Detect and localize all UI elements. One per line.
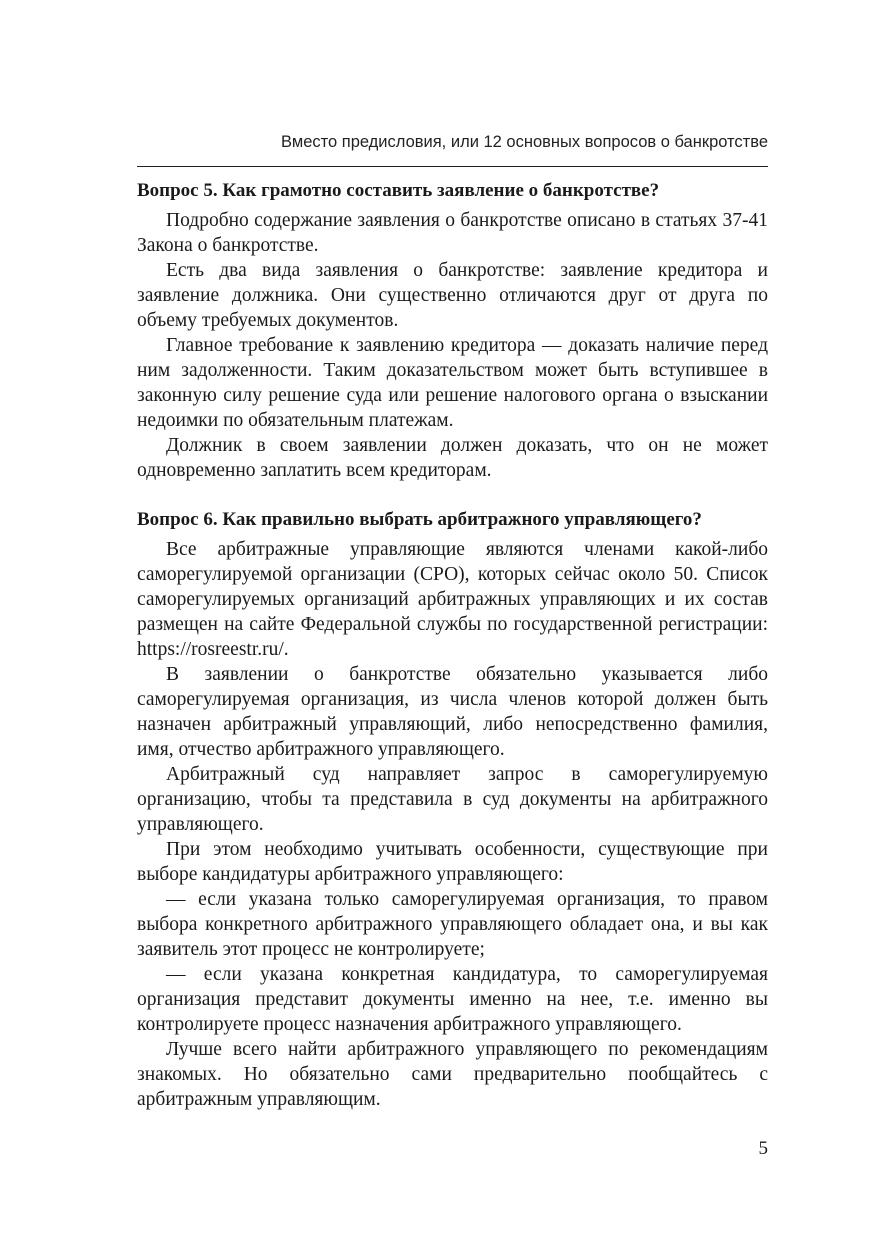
paragraph: Все арбитражные управляющие являются членами какой-либо саморегулируемой организации (СРО), которых сейчас около 50. Список саморегулируемых организаций арбитражных управляющих и их состав размещен на сайте Федеральной службы по государственной регистрации: https://rosreestr.ru/. <box>137 539 768 660</box>
paragraph: Лучше всего найти арбитражного управляющего по рекомендациям знакомых. Но обязательно сами предварительно пообщайтесь с арбитражным управляющим. <box>137 1039 768 1110</box>
paragraph-list-item: — если указана только саморегулируемая организация, то правом выбора конкретного арбитражного управляющего обладает она, и вы как заявитель этот процесс не контролируете; <box>137 889 768 960</box>
page-header <box>137 130 768 167</box>
paragraph: При этом необходимо учитывать особенности, существующие при выборе кандидатуры арбитражного управляющего: <box>137 839 768 885</box>
paragraph: В заявлении о банкротстве обязательно указывается либо саморегулируемая организация, из числа членов которой должен быть назначен арбитражный управляющий, либо непосредственно фамилия, имя, отчество арбитражного управляющего. <box>137 664 768 760</box>
paragraph: Арбитражный суд направляет запрос в саморегулируемую организацию, чтобы та представила в суд документы на арбитражного управляющего. <box>137 764 768 835</box>
paragraph: Есть два вида заявления о банкротстве: заявление кредитора и заявление должника. Они существенно отличаются друг от друга по объему требуемых документов. <box>137 260 768 331</box>
page-body <box>137 178 768 1112</box>
paragraph: Должник в своем заявлении должен доказать, что он не может одновременно заплатить всем кредиторам. <box>137 435 768 481</box>
paragraph: Главное требование к заявлению кредитора — доказать наличие перед ним задолженности. Таким доказательством может быть вступившее в законную силу решение суда или решение налогового органа о взыскании недоимки по обязательным платежам. <box>137 335 768 431</box>
running-title: Вместо предисловия, или 12 основных вопросов о банкротстве <box>281 133 768 151</box>
page-number: 5 <box>758 1138 768 1159</box>
question-5-heading: Вопрос 5. Как грамотно составить заявление о банкротстве? <box>137 180 660 201</box>
paragraph-list-item: — если указана конкретная кандидатура, то саморегулируемая организация представит документы именно на нее, т.е. именно вы контролируете процесс назначения арбитражного управляющего. <box>137 964 768 1035</box>
question-6-heading: Вопрос 6. Как правильно выбрать арбитражного управляющего? <box>137 509 702 530</box>
paragraph: Подробно содержание заявления о банкротстве описано в статьях 37-41 Закона о банкротстве. <box>137 210 768 256</box>
